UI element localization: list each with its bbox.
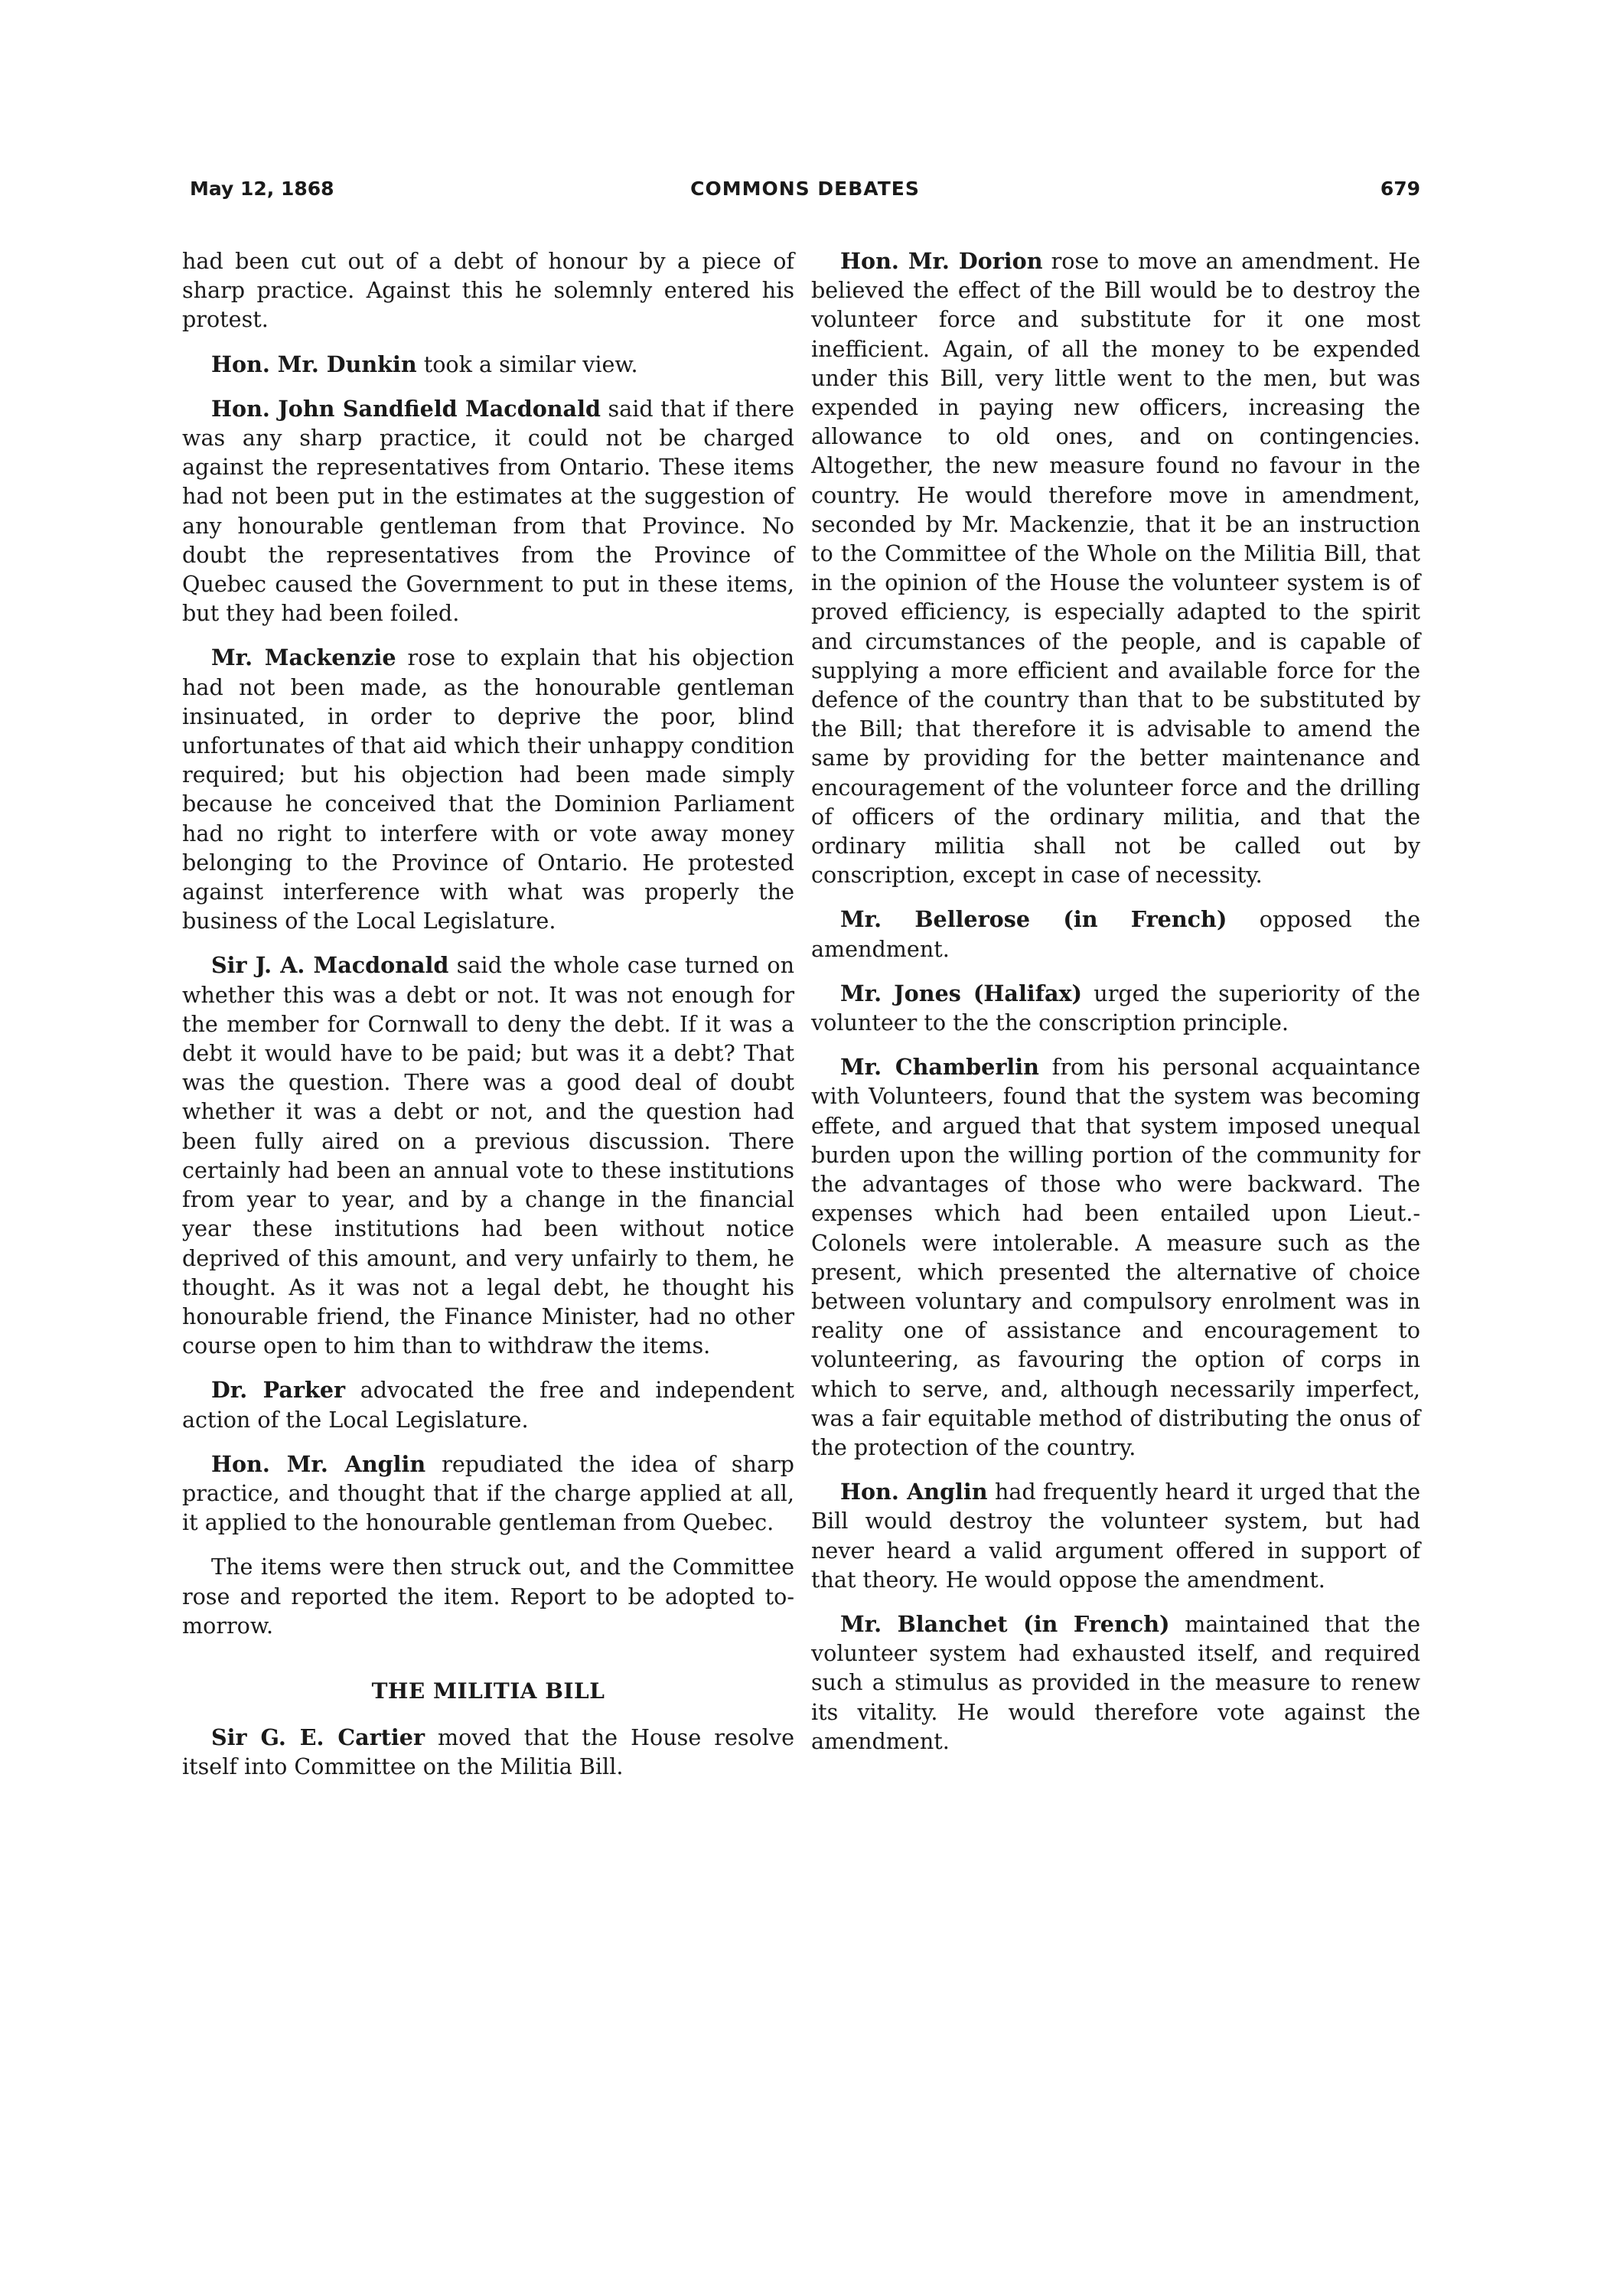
right-column xyxy=(811,246,1420,1771)
paragraph: Mr. Chamberlin from his personal acquaintance with Volunteers, found that the system was becoming effete, and argued that that system imposed unequal burden upon the willing portion of the community for the advantages of those who were backward. The expenses which had been entailed upon Lieut.-Colonels were intolerable. A measure such as the present, which presented the alternative of choice between voluntary and compulsory enrolment was in reality one of assistance and encouragement to volunteering, as favouring the option of corps in which to serve, and, although necessarily imperfect, was a fair equitable method of distributing the onus of the protection of the country. xyxy=(811,1054,1420,1460)
section-heading: THE MILITIA BILL xyxy=(371,1678,605,1704)
speaker-name: Hon. John Sandfield Macdonald xyxy=(211,395,601,422)
paragraph: Mr. Jones (Halifax) urged the superiority of the volunteer to the the conscription principle. xyxy=(811,980,1420,1036)
speaker-name: Sir J. A. Macdonald xyxy=(211,952,449,979)
paragraph: Mr. Mackenzie rose to explain that his objection had not been made, as the honourable gentleman insinuated, in order to deprive the poor, blind unfortunates of that aid which their unhappy condition required; but his objection had been made simply because he conceived that the Dominion Parliament had no right to interfere with or vote away money belonging to the Province of Ontario. He protested against interference with what was properly the business of the Local Legislature. xyxy=(182,644,794,934)
speaker-name: Sir G. E. Cartier xyxy=(211,1724,425,1751)
paragraph: Dr. Parker advocated the free and independent action of the Local Legislature. xyxy=(182,1377,794,1433)
page-number: 679 xyxy=(1380,178,1420,200)
paragraph: Mr. Blanchet (in French) maintained that the volunteer system had exhausted itself, and required such a stimulus as provided in the measure to renew its vitality. He would therefore vote against the amendment. xyxy=(811,1610,1420,1754)
speaker-name: Mr. Blanchet (in French) xyxy=(840,1610,1170,1637)
speaker-name: Hon. Anglin xyxy=(840,1479,988,1505)
speaker-name: Dr. Parker xyxy=(211,1377,346,1404)
paragraph: Mr. Bellerose (in French) opposed the amendment. xyxy=(811,906,1420,962)
left-column xyxy=(182,246,794,1797)
paragraph: Sir G. E. Cartier moved that the House resolve itself into Committee on the Militia Bill. xyxy=(182,1724,794,1780)
speaker-name: Hon. Mr. Dorion xyxy=(840,248,1043,274)
header-date: May 12, 1868 xyxy=(190,178,334,200)
header-title: COMMONS DEBATES xyxy=(690,178,920,200)
page-header xyxy=(190,178,1420,208)
paragraph: Hon. Mr. Anglin repudiated the idea of sharp practice, and thought that if the charge applied at all, it applied to the honourable gentleman from Quebec. xyxy=(182,1450,794,1536)
paragraph: The items were then struck out, and the Committee rose and reported the item. Report to be adopted to-morrow. xyxy=(182,1554,794,1639)
speaker-name: Mr. Chamberlin xyxy=(840,1054,1039,1081)
paragraph: Hon. Anglin had frequently heard it urged that the Bill would destroy the volunteer system, but had never heard a valid argument offered in support of that theory. He would oppose the amendment. xyxy=(811,1479,1420,1593)
speaker-name: Hon. Mr. Dunkin xyxy=(211,351,417,377)
paragraph: Hon. Mr. Dorion rose to move an amendment. He believed the effect of the Bill would be to destroy the volunteer force and substitute for it one most inefficient. Again, of all the money to be expended under this Bill, very little went to the men, but was expended in paying new officers, increasing the allowance to old ones, and on contingencies. Altogether, the new measure found no favour in the country. He would therefore move in amendment, seconded by Mr. Mackenzie, that it be an instruction to the Committee of the Whole on the Militia Bill, that in the opinion of the House the volunteer system is of proved efficiency, is especially adapted to the spirit and circumstances of the people, and is capable of supplying a more efficient and available force for the defence of the country than that to be substituted by the Bill; that therefore it is advisable to amend the same by providing for the better maintenance and encouragement of the volunteer force and the drilling of officers of the ordinary militia, and that the ordinary militia shall not be called out by conscription, except in case of necessity. xyxy=(811,248,1420,889)
speaker-name: Mr. Bellerose (in French) xyxy=(840,906,1227,933)
speaker-name: Mr. Mackenzie xyxy=(211,644,396,671)
paragraph: Hon. Mr. Dunkin took a similar view. xyxy=(211,351,638,377)
paragraph: Sir J. A. Macdonald said the whole case turned on whether this was a debt or not. It was not enough for the member for Cornwall to deny the debt. If it was a debt it would have to be paid; but was it a debt? That was the question. There was a good deal of doubt whether it was a debt or not, and the question had been fully aired on a previous discussion. There certainly had been an annual vote to these institutions from year to year, and by a change in the financial year these institutions had been without notice deprived of this amount, and very unfairly to them, he thought. As it was not a legal debt, he thought his honourable friend, the Finance Minister, had no other course open to him than to withdraw the items. xyxy=(182,952,794,1359)
speaker-name: Mr. Jones (Halifax) xyxy=(840,980,1083,1006)
speaker-name: Hon. Mr. Anglin xyxy=(211,1450,426,1477)
paragraph: had been cut out of a debt of honour by a piece of sharp practice. Against this he solemnly entered his protest. xyxy=(182,248,794,333)
paragraph: Hon. John Sandfield Macdonald said that if there was any sharp practice, it could not be charged against the representatives from Ontario. These items had not been put in the estimates at the suggestion of any honourable gentleman from that Province. No doubt the representatives from the Province of Quebec caused the Government to put in these items, but they had been foiled. xyxy=(182,395,794,627)
